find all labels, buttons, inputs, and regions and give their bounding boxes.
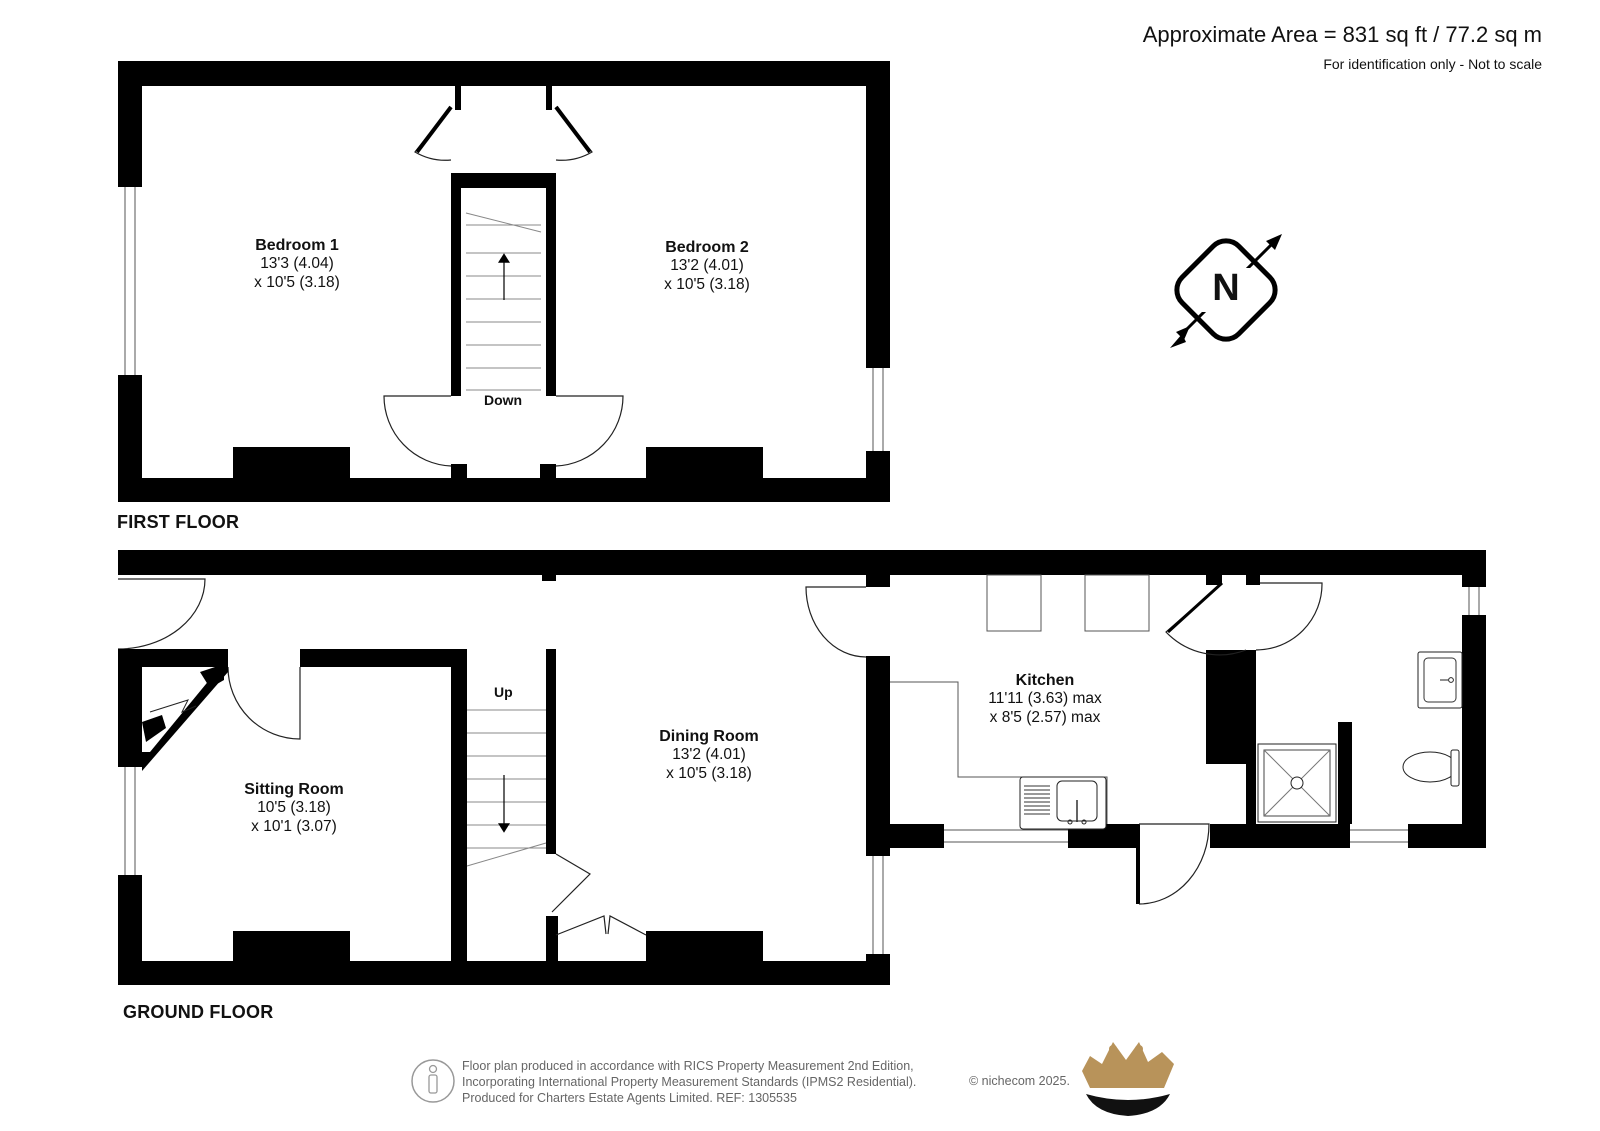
ff-chimney-breast-2 bbox=[646, 447, 763, 482]
ff-window-right bbox=[866, 368, 890, 451]
gf-window-dining bbox=[866, 856, 890, 954]
ff-top-wall bbox=[118, 61, 890, 86]
stairs-down-label: Down bbox=[484, 392, 523, 408]
room-label-bedroom-2 bbox=[632, 238, 782, 294]
gf-right-wall bbox=[1462, 575, 1486, 848]
gf-chimney-breast-1 bbox=[233, 931, 350, 966]
ff-chimney-breast-1 bbox=[233, 447, 350, 482]
footer-line: Floor plan produced in accordance with RICS Property Measurement 2nd Edition, bbox=[462, 1059, 914, 1073]
ff-staircase bbox=[466, 213, 541, 390]
room-label-sitting-room bbox=[219, 780, 369, 836]
appliance-space-2 bbox=[1085, 575, 1149, 631]
person-badge-icon bbox=[412, 1060, 454, 1102]
room-dimension: x 10'5 (3.18) bbox=[666, 764, 752, 782]
washbasin-icon bbox=[1418, 652, 1462, 708]
stairs-up-label: Up bbox=[494, 684, 513, 700]
room-dimension: x 10'5 (3.18) bbox=[254, 273, 340, 291]
approximate-area: Approximate Area = 831 sq ft / 77.2 sq m bbox=[1142, 22, 1542, 47]
scale-note: For identification only - Not to scale bbox=[1323, 56, 1542, 72]
room-name: Dining Room bbox=[659, 728, 759, 745]
gf-window-sitting bbox=[118, 767, 142, 875]
gf-chimney-breast-2 bbox=[646, 931, 763, 966]
room-dimension: 11'11 (3.63) max bbox=[988, 690, 1102, 708]
room-label-dining-room bbox=[634, 727, 784, 783]
room-name: Kitchen bbox=[1015, 672, 1075, 689]
room-label-kitchen bbox=[960, 671, 1130, 727]
appliance-space-1 bbox=[987, 575, 1041, 631]
room-dimension: 10'5 (3.18) bbox=[257, 799, 331, 817]
room-dimension: x 10'5 (3.18) bbox=[664, 275, 750, 293]
copyright-notice: © nichecom 2025. bbox=[969, 1074, 1070, 1088]
footer-disclaimer bbox=[462, 1058, 916, 1106]
kitchen-sink-icon bbox=[1020, 777, 1106, 829]
footer-line: Incorporating International Property Measurement Standards (IPMS2 Residential). bbox=[462, 1075, 917, 1089]
room-name: Sitting Room bbox=[244, 781, 344, 798]
room-name: Bedroom 1 bbox=[255, 237, 339, 254]
ff-window-left bbox=[118, 187, 142, 375]
footer-line: Produced for Charters Estate Agents Limited. REF: 1305535 bbox=[462, 1091, 797, 1105]
first-floor-label: FIRST FLOOR bbox=[117, 512, 240, 532]
room-dimension: x 10'1 (3.07) bbox=[251, 817, 337, 835]
room-dimension: x 8'5 (2.57) max bbox=[989, 708, 1101, 726]
room-label-bedroom-1 bbox=[222, 236, 372, 292]
crown-logo-icon bbox=[1082, 1042, 1174, 1116]
gf-staircase bbox=[467, 710, 546, 866]
ground-floor-label: GROUND FLOOR bbox=[123, 1002, 274, 1022]
room-dimension: 13'3 (4.04) bbox=[260, 255, 334, 273]
ground-floor-plan bbox=[118, 550, 1486, 985]
room-name: Bedroom 2 bbox=[665, 239, 749, 256]
shower-tray-icon bbox=[1258, 744, 1336, 822]
toilet-icon bbox=[1403, 750, 1459, 786]
compass-north-letter: N bbox=[1212, 267, 1240, 309]
gf-top-wall bbox=[118, 550, 1486, 575]
room-dimension: 13'2 (4.01) bbox=[670, 257, 744, 275]
room-dimension: 13'2 (4.01) bbox=[672, 746, 746, 764]
